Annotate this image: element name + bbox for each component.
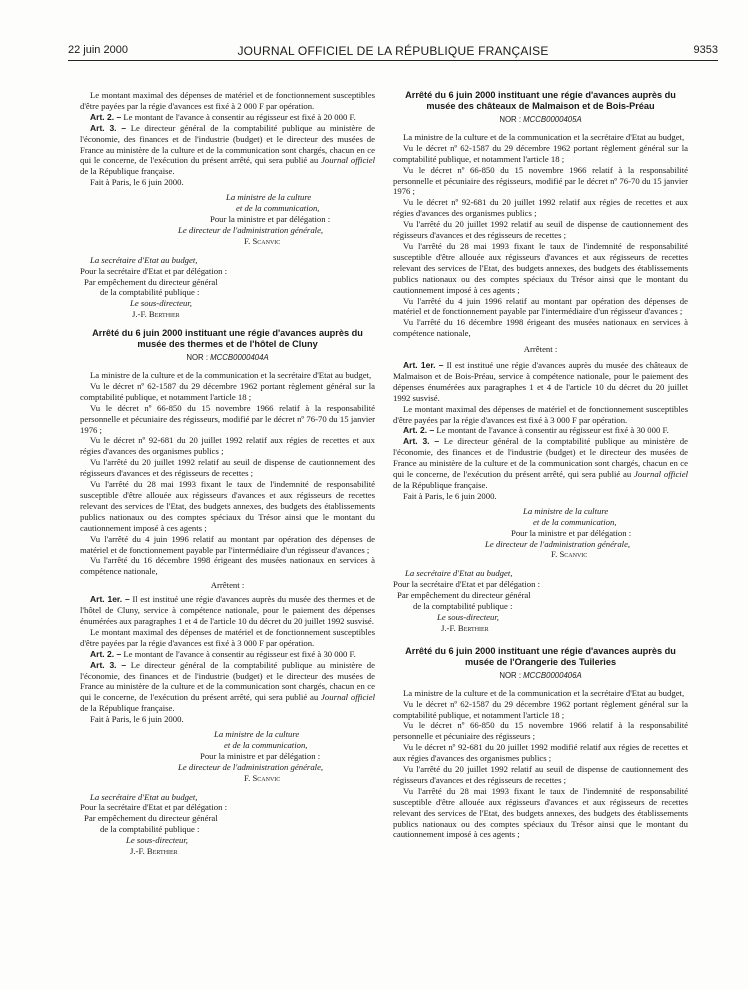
paragraph: Le montant maximal des dépenses de matériel et de fonctionnement susceptibles d'être payées par la régie d'avances est fixé à 3 000 F par opération. [80, 626, 375, 648]
fait-a-paris: Fait à Paris, le 6 juin 2000. [90, 177, 184, 188]
header-date: 22 juin 2000 [68, 44, 128, 56]
paragraph: La ministre de la culture et de la communication et la secrétaire d'Etat au budget, [403, 687, 685, 698]
visa: Vu le décret nº 62-1587 du 29 décembre 1962 portant règlement général sur la comptabilité publique, et notamment l'article 18 ; [80, 380, 375, 402]
arretent: Arrêtent : [523, 344, 558, 355]
page-header [68, 44, 718, 61]
article-1: Art. 1er. – Il est institué une régie d'avances auprès du musée des thermes et de l'hôtel de Cluny, service à compétence nationale, pour le paiement des dépenses énumérées aux paragraphes 1 et 4 de l'article 10 du décret du 20 juillet 1992 susvisé. [80, 594, 375, 626]
left-column [80, 90, 375, 857]
visa: Vu le décret nº 92-681 du 20 juillet 1992 relatif aux régies de recettes et aux régies d'avances des organismes publics ; [393, 197, 688, 219]
article-2: Art. 2. – Le montant de l'avance à consentir au régisseur est fixé à 30 000 F. [403, 425, 669, 436]
right-column [393, 90, 688, 840]
visa: Vu le décret nº 66-850 du 15 novembre 1966 relatif à la responsabilité personnelle et pécuniaire des régisseurs, modifié par le décret nº 76-70 du 15 janvier 1976 ; [393, 164, 688, 197]
visa: Vu l'arrêté du 28 mai 1993 fixant le taux de l'indemnité de responsabilité susceptible d'être allouée aux régisseurs d'avances et aux régisseurs de recettes relevant des services de l'Etat, des budgets annexes, des budgets des établissements publics nationaux ou des comptes spéciaux du Trésor ainsi que le montant du cautionnement imposé à ces agents ; [393, 785, 688, 840]
visa: Vu l'arrêté du 28 mai 1993 fixant le taux de l'indemnité de responsabilité susceptible d'être allouée aux régisseurs d'avances et aux régisseurs de recettes relevant des services de l'Etat, des budgets annexes, des budgets des établissements publics nationaux ou des comptes spéciaux du Trésor ainsi que le montant du cautionnement imposé à ces agents ; [80, 479, 375, 533]
decree-title: Arrêté du 6 juin 2000 instituant une régie d'avances auprès du musée des thermes et de l'hôtel de Cluny [92, 328, 363, 350]
visa: Vu le décret nº 92-681 du 20 juillet 1992 relatif aux régies de recettes et aux régies d'avances des organismes publics ; [80, 435, 375, 457]
visa: Vu l'arrêté du 16 décembre 1998 érigeant des musées nationaux en services à compétence nationale, [393, 317, 688, 339]
visa: Vu le décret nº 62-1587 du 29 décembre 1962 portant règlement général sur la comptabilité publique, et notamment l'article 18 ; [393, 142, 688, 164]
article-3: Art. 3. – Le directeur général de la comptabilité publique au ministère de l'économie, des finances et de l'industrie (budget) et le directeur des musées de France au ministère de la culture et de la communication sont chargés, chacun en ce qui le concerne, de l'exécution du présent arrêté, qui sera publié au Journal officiel de la République française. [80, 659, 375, 714]
nor-reference: NOR : MCCB0000405A [499, 115, 582, 124]
paragraph: Le montant maximal des dépenses de matériel et de fonctionnement susceptibles d'être payées par la régie d'avances est fixé à 3 000 F par opération. [393, 403, 688, 425]
header-page-number: 9353 [693, 44, 718, 56]
fait-a-paris: Fait à Paris, le 6 juin 2000. [90, 714, 184, 725]
article-1: Art. 1er. – Il est institué une régie d'avances auprès du musée des châteaux de Malmaison et de Bois-Préau, service à compétence nationale, pour le paiement des dépenses énumérées aux paragraphes 1 et 4 de l'article 10 du décret du 20 juillet 1992 susvisé. [393, 360, 688, 403]
header-title: JOURNAL OFFICIEL DE LA RÉPUBLIQUE FRANÇAISE [237, 44, 549, 58]
decree-title: Arrêté du 6 juin 2000 instituant une régie d'avances auprès du musée des châteaux de Malmaison et de Bois-Préau [405, 90, 676, 111]
visa: Vu l'arrêté du 4 juin 1996 relatif au montant par opération des dépenses de matériel et de fonctionnement payable par l'intermédiaire d'un régisseur d'avances ; [393, 295, 688, 317]
signature-block: La ministre de la culture et de la communication, Pour la ministre et par délégation : Le directeur de l'administration générale, F. Scanvic La secrétaire d'Etat au budget, Pour la secrétaire d'Etat et par délégation : Par empêchement du directeur général de la comptabilité publique : Le sous-directeur, J.-F. Berthier [393, 505, 632, 633]
arretent: Arrêtent : [210, 580, 245, 591]
fait-a-paris: Fait à Paris, le 6 juin 2000. [403, 490, 497, 501]
visa: Vu l'arrêté du 28 mai 1993 fixant le taux de l'indemnité de responsabilité susceptible d'être allouée aux régisseurs d'avances et aux régisseurs de recettes relevant des services de l'Etat, des budgets annexes, des budgets des établissements publics nationaux ou des comptes spéciaux du Trésor ainsi que le montant du cautionnement imposé à ces agents ; [393, 240, 688, 295]
visa: Vu le décret nº 66-850 du 15 novembre 1966 relatif à la responsabilité personnelle et pécuniaire des régisseurs ; [393, 720, 688, 742]
article-2: Art. 2. – Le montant de l'avance à consentir au régisseur est fixé à 30 000 F. [90, 648, 356, 659]
nor-reference: NOR : MCCB0000406A [499, 670, 582, 680]
article-2: Art. 2. – Le montant de l'avance à consentir au régisseur est fixé à 20 000 F. [90, 111, 356, 122]
signature-block: La ministre de la culture et de la communication, Pour la ministre et par délégation : Le directeur de l'administration générale, F. Scanvic La secrétaire d'Etat au budget, Pour la secrétaire d'Etat et par délégation : Par empêchement du directeur général de la comptabilité publique : Le sous-directeur, J.-F. Berthier [80, 729, 324, 857]
article-3: Art. 3. – Le directeur général de la comptabilité publique au ministère de l'économie, des finances et de l'industrie (budget) et le directeur des musées de France au ministère de la culture et de la communication sont chargés, chacun en ce qui le concerne, de l'exécution du présent arrêté, qui sera publié au Journal officiel de la République française. [80, 122, 375, 177]
nor-reference: NOR : MCCB0000404A [186, 353, 269, 363]
visa: Vu le décret nº 92-681 du 20 juillet 1992 modifié relatif aux régies de recettes et aux régies d'avances des organismes publics ; [393, 742, 688, 764]
visa: Vu l'arrêté du 20 juillet 1992 relatif au seuil de dispense de cautionnement des régisseurs d'avances et des régisseurs de recettes ; [393, 219, 688, 241]
visa: Vu l'arrêté du 20 juillet 1992 relatif au seuil de dispense de cautionnement des régisseurs d'avances et des régisseurs de recettes ; [393, 764, 688, 785]
paragraph: La ministre de la culture et de la communication et la secrétaire d'Etat au budget, [403, 131, 685, 142]
decree-title: Arrêté du 6 juin 2000 instituant une régie d'avances auprès du musée de l'Orangerie des Tuileries [405, 645, 676, 667]
paragraph: La ministre de la culture et de la communication et la secrétaire d'Etat au budget, [90, 370, 372, 381]
visa: Vu le décret nº 62-1587 du 29 décembre 1962 portant règlement général sur la comptabilité publique, et notamment l'article 18 ; [393, 698, 688, 720]
paragraph: Le montant maximal des dépenses de matériel et de fonctionnement susceptibles d'être payées par la régie d'avances est fixé à 2 000 F par opération. [80, 90, 375, 111]
visa: Vu l'arrêté du 16 décembre 1998 érigeant des musées nationaux en services à compétence nationale, [80, 555, 375, 577]
visa: Vu l'arrêté du 4 juin 1996 relatif au montant par opération des dépenses de matériel et de fonctionnement payable par l'intermédiaire d'un régisseur d'avances ; [80, 533, 375, 555]
visa: Vu le décret nº 66-850 du 15 novembre 1966 relatif à la responsabilité personnelle et pécuniaire des régisseurs, modifié par le décret nº 76-70 du 15 janvier 1976 ; [80, 402, 375, 435]
signature-block: La ministre de la culture et de la communication, Pour la ministre et par délégation : Le directeur de l'administration générale, F. Scanvic La secrétaire d'Etat au budget, Pour la secrétaire d'Etat et par délégation : Par empêchement du directeur général de la comptabilité publique : Le sous-directeur, J.-F. Berthier [80, 192, 331, 320]
visa: Vu l'arrêté du 20 juillet 1992 relatif au seuil de dispense de cautionnement des régisseurs d'avances et des régisseurs de recettes ; [80, 457, 375, 479]
article-3: Art. 3. – Le directeur général de la comptabilité publique au ministère de l'économie, des finances et de l'industrie (budget) et le directeur des musées de France au ministère de la culture et de la communication sont chargés, chacun en ce qui le concerne, de l'exécution du présent arrêté, qui sera publié au Journal officiel de la République française. [393, 436, 688, 490]
